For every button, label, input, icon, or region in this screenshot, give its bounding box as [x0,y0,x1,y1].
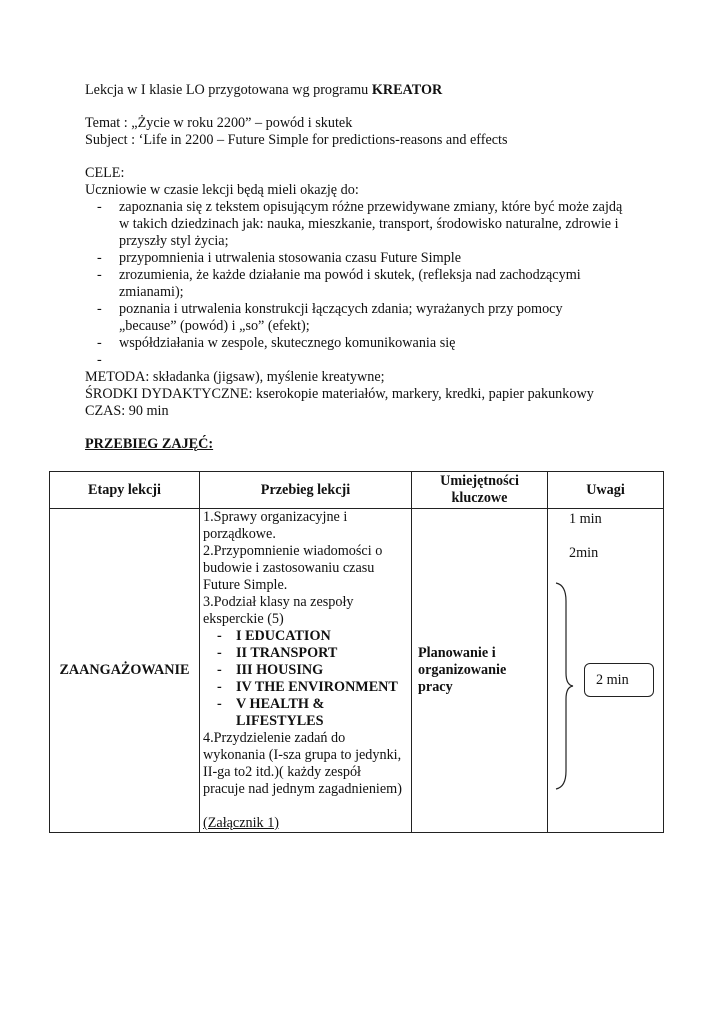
header-skills: Umiejętności kluczowe [412,472,548,509]
stage-cell: ZAANGAŻOWANIE [50,509,200,833]
goals-lead: Uczniowie w czasie lekcji będą mieli okazję do: [85,182,359,198]
time-line: CZAS: 90 min [85,403,169,419]
resources-line: ŚRODKI DYDAKTYCZNE: kserokopie materiałów, markery, kredki, papier pakunkowy [85,386,594,402]
expert-groups-list [203,628,408,730]
goal-item: - poznania i utrwalenia konstrukcji łączących zdania; wyrażanych przy pomocy „because” (powód) i „so” (efekt); [85,301,665,335]
list-item: - IV THE ENVIRONMENT [203,679,408,696]
header-stages: Etapy lekcji [50,472,200,509]
goal-item: - współdziałania w zespole, skutecznego komunikowania się [85,335,665,352]
table-header-row [50,472,664,509]
table-row [50,509,664,833]
goal-item: - zapoznania się z tekstem opisującym różne przewidywane zmiany, które być może zajdą w takich dziedzinach jak: nauka, mieszkanie, transport, środowisko naturalne, zdrowie i przyszły styl życia; [85,199,665,250]
document-body [85,82,665,453]
goals-title: CELE: [85,165,125,181]
goal-item-empty [85,352,665,369]
curly-brace-icon [554,581,574,791]
course-cell: 1.Sprawy organizacyjne i porządkowe. 2.Przypomnienie wiadomości o budowie i zastosowaniu czasu Future Simple. 3.Podział klasy na zespoły eksperckie (5) - I EDUCATION - II TRANSPORT - III HOUSING - IV THE ENVIRONMENT - V HEALTH & LIFESTYLES 4.Przydzielenie zadań do wykonania (I-sza grupa to jedynki, II-ga to2 itd.)( każdy zespół pracuje nad jednym zagadnieniem) (Załącznik 1) [200,509,412,833]
list-item: - II TRANSPORT [203,645,408,662]
goal-item: - przypomnienia i utrwalenia stosowania czasu Future Simple [85,250,665,267]
section-title: PRZEBIEG ZAJĘĆ: [85,436,214,452]
list-item: - III HOUSING [203,662,408,679]
note-time-2: 2min [569,545,599,561]
lesson-table [49,471,664,833]
list-item: - V HEALTH & LIFESTYLES [203,696,408,730]
topic-line: Temat : „Życie w roku 2200” – powód i skutek [85,115,353,131]
notes-cell [548,509,664,833]
attachment-link[interactable]: (Załącznik 1) [203,815,280,831]
header-notes: Uwagi [548,472,664,509]
goal-item: - zrozumienia, że każde działanie ma powód i skutek, (refleksja nad zachodzącymi zmianami); [85,267,665,301]
goals-list [85,199,665,369]
intro-line: Lekcja w I klasie LO przygotowana wg programu KREATOR [85,82,443,98]
program-name: KREATOR [371,82,443,98]
skill-cell: Planowanie i organizowanie pracy [412,509,548,833]
header-course: Przebieg lekcji [200,472,412,509]
list-item: - I EDUCATION [203,628,408,645]
note-time-1: 1 min [569,511,602,527]
subject-line: Subject : ‘Life in 2200 – Future Simple for predictions-reasons and effects [85,132,508,148]
time-box: 2 min [584,663,654,697]
method-line: METODA: składanka (jigsaw), myślenie kreatywne; [85,369,385,385]
